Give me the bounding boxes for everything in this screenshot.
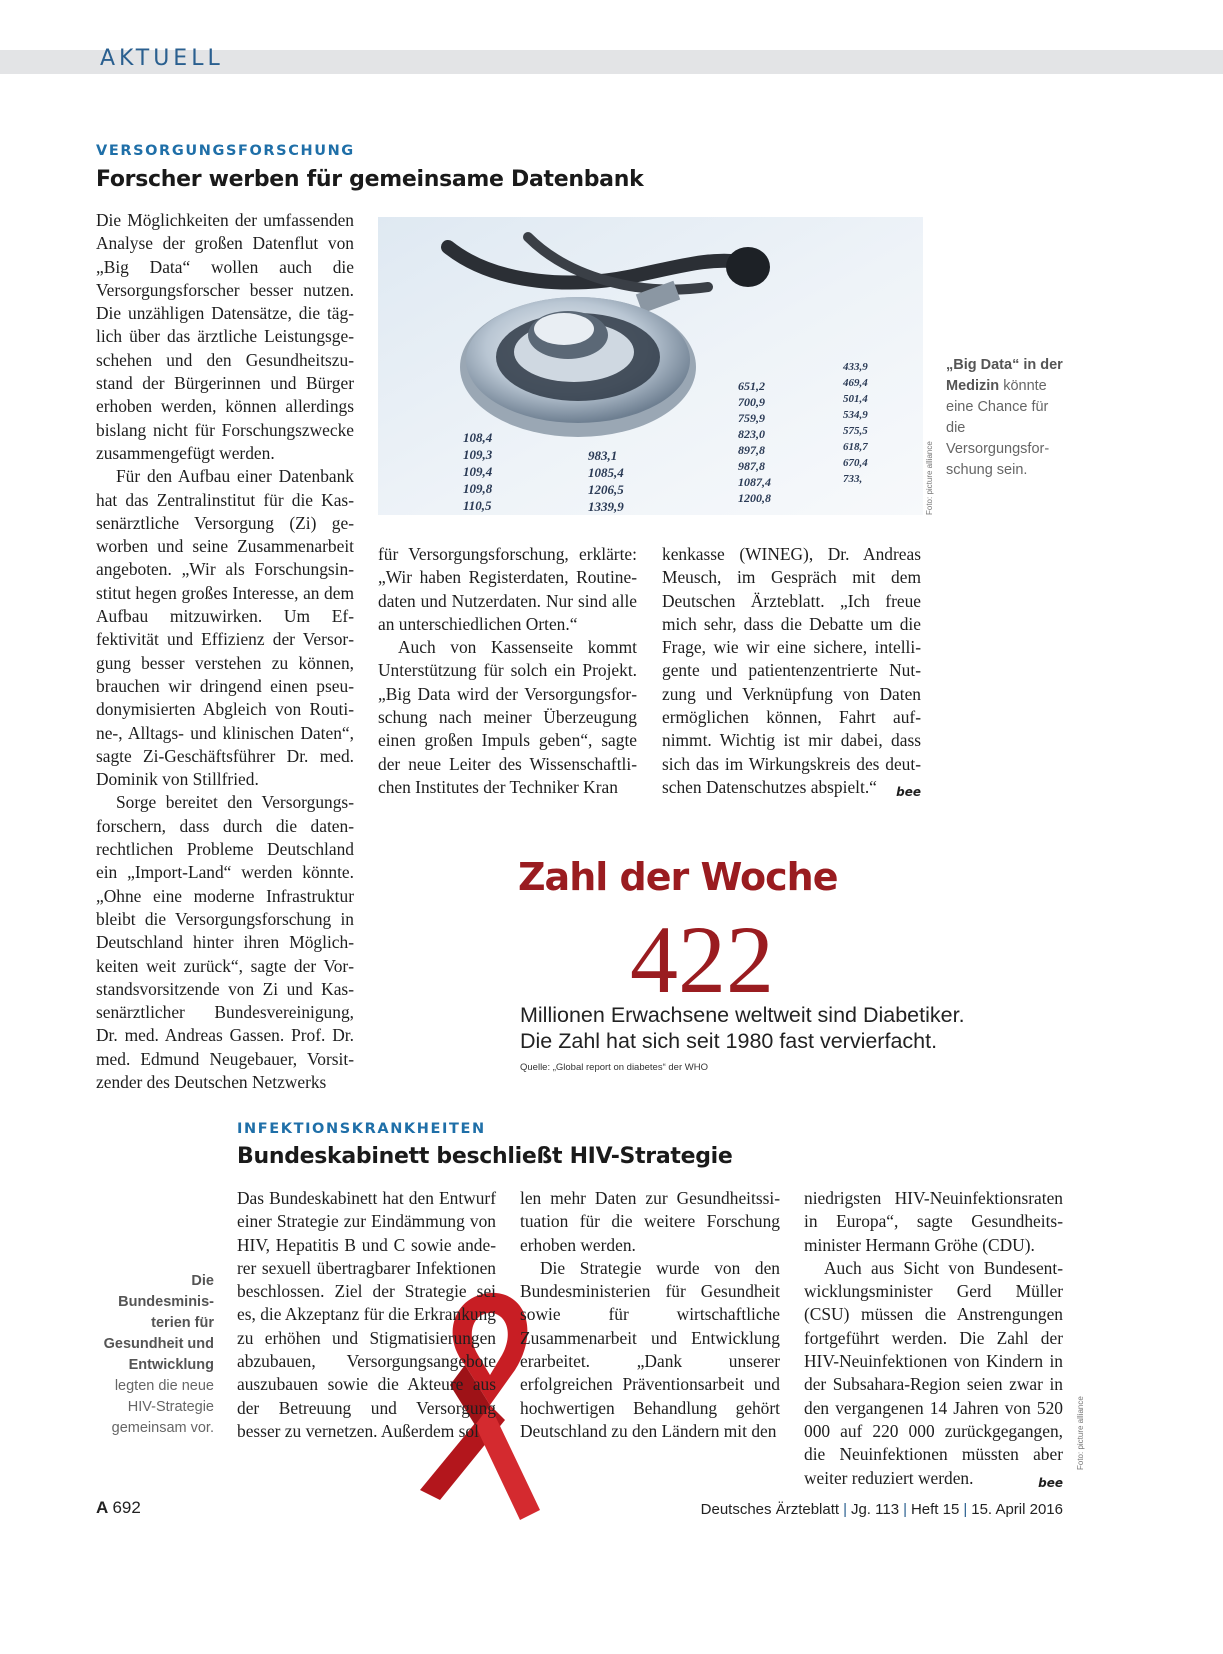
paragraph: Das Bundeskabinett hat den Entwurf einer Strategie zur Eindämmung von HIV, Hepatitis B und C sowie anderer sexuell übertragbarer Infektionen beschlossen. Ziel der Strategie sei es, die Akzeptanz für die Erkrankung zu erhöhen und Stigmatisierungen abzubauen, Versorgungsangebote auszubauen sowie die Akteure aus der Betreuung und Versorgung besser zu vernetzen. Außerdem sol (237, 1188, 496, 1441)
zahl-der-woche-source: Quelle: „Global report on diabetes“ der WHO (520, 1062, 708, 1073)
paragraph: len mehr Daten zur Gesundheitssituation für die weitere Forschung erhoben werden. (520, 1188, 780, 1255)
signature: bee (896, 784, 921, 799)
photo-number: 700,9 (738, 395, 765, 409)
article2-column-3 (804, 1187, 1063, 1495)
article2-headline: Bundeskabinett beschließt HIV-Strategie (237, 1144, 733, 1169)
journal-volume: Jg. 113 (850, 1501, 900, 1518)
article1-caption (946, 355, 1071, 481)
paragraph: kenkasse (WINEG), Dr. Andreas Meusch, im Gespräch mit dem Deutschen Ärzteblatt. „Ich freue mich sehr, dass die Debatte um die Frage, wie wir eine sichere, intelligente und patientenzentrierte Nutzung und Verknüpfung von Daten ermöglichen können, Fahrt aufnimmt. Wichtig ist mir dabei, dass sich das im Wirkungskreis des deutschen Datenschutzes abspielt.“ (662, 544, 921, 797)
page-number-value: 692 (112, 1498, 141, 1517)
separator: | (963, 1501, 968, 1518)
photo-number: 501,4 (843, 393, 868, 405)
paragraph: niedrigsten HIV-Neuinfektionsraten in Europa“, sagte Gesundheitsminister Hermann Gröhe (CDU). (804, 1188, 1063, 1255)
photo-number: 109,3 (463, 447, 493, 462)
article1-column-2 (378, 543, 637, 799)
separator: | (843, 1501, 847, 1518)
photo-number: 823,0 (738, 427, 765, 441)
article2-caption (96, 1271, 214, 1439)
photo-number: 733, (843, 473, 863, 485)
article2-kicker: INFEKTIONSKRANKHEITEN (237, 1121, 486, 1137)
signature: bee (1038, 1475, 1063, 1490)
photo-number: 469,4 (843, 377, 868, 389)
paragraph: Die Strategie wurde von den Bundesministerien für Gesundheit sowie für wirtschaftliche Zusammenarbeit und Entwicklung erarbeitet. „Dank unserer erfolgreichen Präventionsarbeit und hochwertigen Behandlung gehört Deutschland zu den Ländern mit den (520, 1257, 780, 1441)
photo-number: 987,8 (738, 459, 765, 473)
zahl-der-woche-number: 422 (630, 906, 774, 1013)
photo-number: 670,4 (843, 457, 868, 469)
page-prefix: A (96, 1498, 109, 1517)
journal-issue: Heft 15 (910, 1501, 960, 1518)
paragraph: Die Möglichkeiten der umfassenden Analyse der großen Datenflut von „Big Data“ wollen auch die Versorgungsforscher besser nutzen. Die unzähligen Datensätze, die täglich über das ärztliche Leistungsgeschehen und den Gesundheitszustand der Bürgerinnen und Bürger erhoben werden, können allerdings bislang nicht für Forschungszwecke zusammengefügt werden. (96, 210, 354, 463)
paragraph: Für den Aufbau einer Datenbank hat das Zentralinstitut für die Kassenärztliche Versorgung (Zi) geworben und seine Zusammenarbeit angeboten. „Wir als Forschungsinstitut hegen großes Interesse, an dem Aufbau mitzuwirken. Um Effektivität und Effizienz der Versorgung besser verstehen zu können, brauchen wir dringend einen pseudonymisierten Abgleich von Routine-, Alltags- und klinischen Daten“, sagte Zi-Geschäftsführer Dr. med. Dominik von Stillfried. (96, 466, 354, 790)
paragraph: für Versorgungsforschung, erklärte: „Wir haben Registerdaten, Routinedaten und Nutzerdaten. Nur sind alle an unterschiedlichen Orten.“ (378, 544, 637, 634)
article1-kicker: VERSORGUNGSFORSCHUNG (96, 143, 355, 159)
journal-name: Deutsches Ärzteblatt (700, 1501, 840, 1518)
caption-text: legten die neue HIV-Strategie gemeinsam vor. (111, 1378, 214, 1436)
photo-credit: Foto: picture alliance (925, 441, 934, 515)
photo-number: 109,8 (463, 481, 493, 496)
article2-column-2 (520, 1187, 780, 1443)
photo-number: 109,4 (463, 464, 493, 479)
stethoscope-photo-svg (378, 217, 923, 515)
paragraph: Auch aus Sicht von Bundesentwicklungsminister Gerd Müller (CSU) müssen die Anstrengungen fortgeführt werden. Die Zahl der HIV-Neuinfektionen von Kindern in der Subsahara-Region seien zwar in den vergangenen 14 Jahren von 520 000 auf 220 000 zurückgegangen, die Neuinfektionen müssten aber weiter reduziert werden. (804, 1257, 1063, 1488)
photo-number: 1339,9 (588, 499, 624, 514)
paragraph: Sorge bereitet den Versorgungsforschern, dass durch die datenrechtlichen Probleme Deutschland ein „Import-Land“ werden könnte. „Ohne eine moderne Infrastruktur bleibt die Versorgungsforschung in Deutschland hinter ihren Möglichkeiten weit zurück“, sagte der Vorstandsvorsitzende von Zi und Kassenärztlicher Bundesvereinigung, Dr. med. Andreas Gassen. Prof. Dr. med. Edmund Neugebauer, Vorsitzender des Deutschen Netzwerks (96, 792, 354, 1092)
photo-number: 618,7 (843, 441, 868, 453)
article1-column-1 (96, 209, 354, 1094)
article1-column-3 (662, 543, 921, 804)
section-label: AKTUELL (100, 46, 224, 71)
photo-number: 897,8 (738, 443, 765, 457)
page-number (96, 1498, 141, 1518)
zahl-der-woche-line-1: Millionen Erwachsene weltweit sind Diabetiker. (520, 1003, 965, 1027)
photo-number: 110,5 (463, 498, 492, 513)
caption-text: könnte eine Chance für die Versorgungsforschung sein. (946, 378, 1050, 478)
photo-number: 108,4 (463, 430, 493, 445)
paragraph: Auch von Kassenseite kommt Unterstützung für solch ein Projekt. „Big Data wird der Versorgungsforschung nach meiner Überzeugung einen großen Impuls geben“, sagte der neue Leiter des Wissenschaftlichen Institutes der Techniker Kran (378, 637, 637, 797)
zahl-der-woche-line-2: Die Zahl hat sich seit 1980 fast vervierfacht. (520, 1029, 938, 1053)
separator: | (903, 1501, 907, 1518)
photo-number: 759,9 (738, 411, 765, 425)
photo-number: 1200,8 (738, 491, 771, 505)
photo-number: 1085,4 (588, 465, 624, 480)
photo-number: 534,9 (843, 409, 868, 421)
footer-journal-info (701, 1501, 1063, 1518)
photo-number: 575,5 (843, 425, 868, 437)
photo-number: 1206,5 (588, 482, 624, 497)
caption-bold: Die Bundesministerien für Gesundheit und Entwicklung (103, 1273, 214, 1373)
stethoscope-image (378, 217, 923, 515)
photo-number: 651,2 (738, 379, 765, 393)
article1-headline: Forscher werben für gemeinsame Datenbank (96, 167, 644, 192)
caption-bold: „Big Data“ in der Medizin (946, 357, 1063, 394)
photo-number: 1087,4 (738, 475, 771, 489)
article2-column-1 (237, 1187, 496, 1443)
photo-credit: Foto: picture alliance (1076, 1396, 1085, 1470)
photo-number: 983,1 (588, 448, 618, 463)
zahl-der-woche-title: Zahl der Woche (518, 855, 838, 899)
journal-date: 15. April 2016 (971, 1501, 1063, 1518)
photo-number: 433,9 (843, 361, 868, 373)
